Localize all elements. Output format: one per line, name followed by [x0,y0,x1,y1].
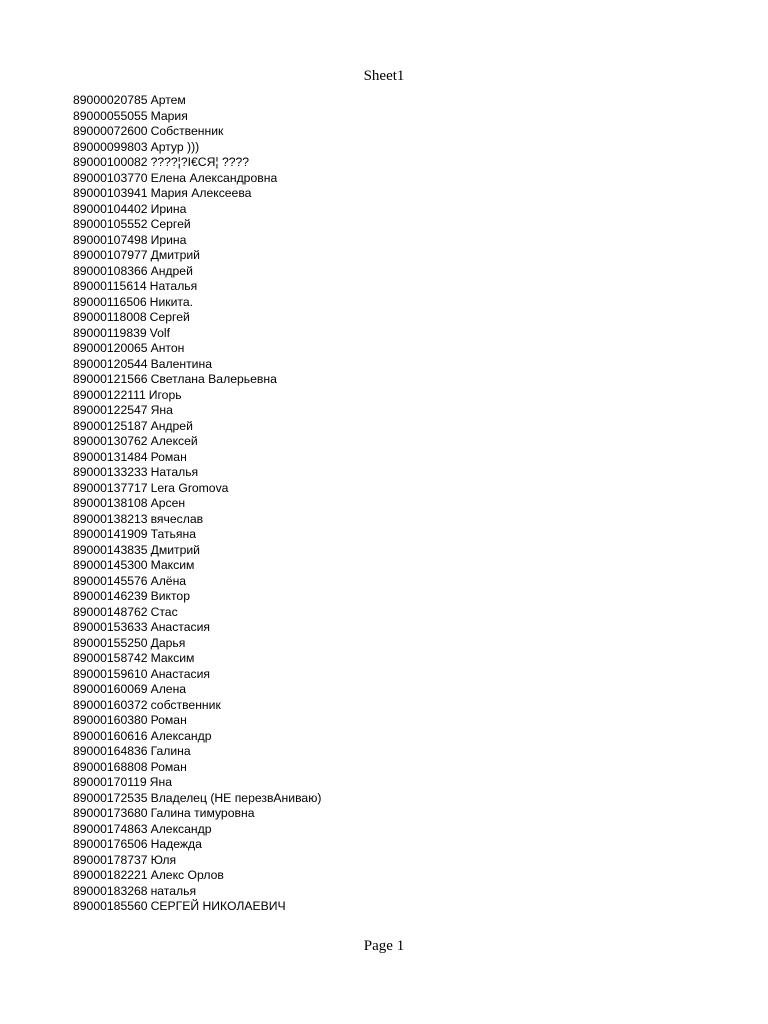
sheet-title: Sheet1 [363,68,405,84]
contact-name: Антон [150,341,185,355]
list-item [73,620,321,636]
contact-name: Артем [150,93,186,107]
contact-name: Татьяна [150,527,197,541]
list-item [73,574,321,590]
phone-number: 89000108366 [73,263,148,278]
list-item [73,93,321,109]
contact-name: Lera Gromova [150,480,229,495]
phone-number: 89000120544 [73,356,148,371]
contact-name: Елена Александровна [150,170,278,185]
phone-number: 89000159610 [73,666,148,681]
phone-number: 89000148762 [73,604,148,619]
list-item [73,589,321,605]
list-item [73,450,321,466]
list-item [73,822,321,838]
phone-number: 89000105552 [73,217,148,231]
contact-name: Наталья [149,279,198,293]
list-item [73,357,321,373]
list-item [73,310,321,326]
list-item [73,279,321,295]
phone-number: 89000160069 [73,682,148,696]
list-item [73,202,321,218]
list-item [73,388,321,404]
contact-name: Volf [149,325,170,340]
list-item [73,729,321,745]
list-item [73,403,321,419]
contact-list [73,93,321,915]
list-item [73,341,321,357]
phone-number: 89000116506 [73,294,147,309]
contact-name: Андрей [150,418,193,433]
contact-name: Андрей [150,263,193,278]
phone-number: 89000104402 [73,201,148,216]
contact-name: Ирина [150,201,187,216]
list-item [73,326,321,342]
phone-number: 89000168808 [73,759,148,774]
contact-name: Яна [149,775,172,789]
phone-number: 89000155250 [73,635,148,650]
phone-number: 89000153633 [73,620,148,634]
phone-number: 89000146239 [73,589,148,603]
list-item [73,775,321,791]
list-item [73,899,321,915]
phone-number: 89000183268 [73,883,148,898]
list-item [73,651,321,667]
phone-number: 89000125187 [73,418,148,433]
list-item [73,806,321,822]
phone-number: 89000103941 [73,186,148,200]
phone-number: 89000107498 [73,232,148,247]
contact-name: Яна [150,403,173,417]
phone-number: 89000120065 [73,341,148,355]
contact-name: Александр [150,728,212,743]
list-item [73,744,321,760]
list-item [73,109,321,125]
contact-name: Сергей [149,310,190,324]
list-item [73,636,321,652]
phone-number: 89000055055 [73,108,148,123]
contact-name: Алекс Орлов [150,868,224,882]
contact-name: Надежда [150,837,202,851]
list-item [73,558,321,574]
contact-name: Алена [150,682,187,696]
phone-number: 89000072600 [73,124,148,138]
phone-number: 89000138213 [73,511,148,526]
list-item [73,868,321,884]
contact-name: Максим [150,651,195,665]
phone-number: 89000130762 [73,434,148,448]
list-item [73,698,321,714]
list-item [73,791,321,807]
list-item [73,481,321,497]
contact-name: Роман [150,713,187,727]
contact-name: ????¦?І€СЯ¦ ???? [150,155,250,169]
contact-name: Мария [150,108,188,123]
phone-number: 89000122111 [73,387,146,402]
phone-number: 89000133233 [73,465,148,479]
phone-number: 89000107977 [73,248,148,262]
list-item [73,667,321,683]
phone-number: 89000143835 [73,542,148,557]
contact-name: Сергей [150,217,191,231]
phone-number: 89000173680 [73,806,148,820]
phone-number: 89000138108 [73,496,148,510]
list-item [73,527,321,543]
phone-number: 89000160616 [73,728,148,743]
list-item [73,248,321,264]
contact-name: Анастасия [150,620,211,634]
list-item [73,465,321,481]
phone-number: 89000100082 [73,155,148,169]
contact-name: Александр [150,821,212,836]
phone-number: 89000121566 [73,372,148,386]
list-item [73,682,321,698]
contact-name: Стас [150,604,178,619]
contact-name: Роман [150,759,187,774]
list-item [73,605,321,621]
contact-name: Светлана Валерьевна [150,372,277,386]
contact-name: Галина тимуровна [150,806,255,820]
list-item [73,496,321,512]
contact-name: СЕРГЕЙ НИКОЛАЕВИЧ [150,899,286,913]
phone-number: 89000131484 [73,449,148,464]
phone-number: 89000141909 [73,527,148,541]
list-item [73,171,321,187]
contact-name: вячеслав [150,511,204,526]
list-item [73,434,321,450]
list-item [73,760,321,776]
phone-number: 89000115614 [73,279,147,293]
contact-name: Владелец (НЕ перезвАниваю) [150,790,322,805]
contact-name: Алексей [150,434,198,448]
phone-number: 89000164836 [73,744,148,758]
list-item [73,186,321,202]
phone-number: 89000099803 [73,139,148,154]
phone-number: 89000160372 [73,697,148,712]
contact-name: Алёна [150,573,187,588]
phone-number: 89000020785 [73,93,148,107]
contact-name: Игорь [148,387,182,402]
contact-name: Ирина [150,232,187,247]
phone-number: 89000145576 [73,573,148,588]
contact-name: Никита. [149,294,194,309]
list-item [73,233,321,249]
phone-number: 89000185560 [73,899,148,913]
contact-name: Дарья [150,635,186,650]
contact-name: Артур ))) [150,139,200,154]
phone-number: 89000158742 [73,651,148,665]
contact-name: наталья [150,883,197,898]
contact-name: Мария Алексеева [150,186,252,200]
phone-number: 89000119839 [73,325,147,340]
contact-name: Собственник [150,124,224,138]
contact-name: Валентина [150,356,212,371]
list-item [73,543,321,559]
phone-number: 89000118008 [73,310,147,324]
contact-name: собственник [150,697,221,712]
contact-name: Дмитрий [150,248,200,262]
contact-name: Юля [150,852,177,867]
phone-number: 89000103770 [73,170,148,185]
phone-number: 89000172535 [73,790,148,805]
phone-number: 89000178737 [73,852,148,867]
contact-name: Наталья [150,465,199,479]
phone-number: 89000170119 [73,775,147,789]
contact-name: Анастасия [150,666,211,681]
phone-number: 89000145300 [73,558,148,572]
phone-number: 89000182221 [73,868,148,882]
list-item [73,853,321,869]
phone-number: 89000137717 [73,480,148,495]
list-item [73,884,321,900]
contact-name: Виктор [150,589,190,603]
phone-number: 89000174863 [73,821,148,836]
page-number: Page 1 [363,938,405,954]
contact-name: Арсен [150,496,186,510]
list-item [73,837,321,853]
contact-name: Дмитрий [150,542,200,557]
list-item [73,264,321,280]
contact-name: Галина [150,744,191,758]
list-item [73,512,321,528]
contact-name: Максим [150,558,195,572]
contact-name: Роман [150,449,187,464]
phone-number: 89000160380 [73,713,148,727]
list-item [73,295,321,311]
list-item [73,140,321,156]
list-item [73,124,321,140]
list-item [73,155,321,171]
list-item [73,713,321,729]
list-item [73,372,321,388]
list-item [73,419,321,435]
phone-number: 89000176506 [73,837,148,851]
phone-number: 89000122547 [73,403,148,417]
list-item [73,217,321,233]
